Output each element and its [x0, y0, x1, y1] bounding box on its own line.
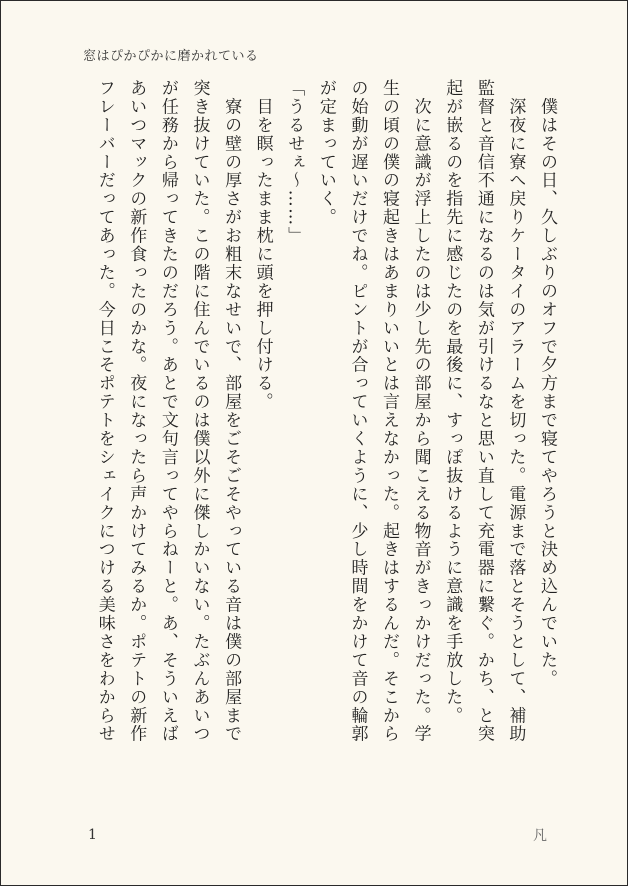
text-line: あいつマックの新作食ったのかな。夜になったら声かけてみるか。ポテトの新作 [126, 79, 147, 744]
text-line: が定まっていく。 [315, 79, 336, 227]
vertical-body-text [72, 79, 562, 799]
text-line: 監督と音信不通になるのは気が引けるなと思い直して充電器に繋ぐ。かち、と突 [473, 79, 494, 744]
running-head: 窓はぴかぴかに磨かれている [83, 49, 259, 64]
text-line: 次に意識が浮上したのは少し先の部屋から聞こえる物音がきっかけだった。学 [410, 79, 431, 744]
text-line: 突き抜けていた。この階に住んでいるのは僕以外に傑しかいない。たぶんあいつ [189, 79, 210, 744]
text-line: 目を瞑ったまま枕に頭を押し付ける。 [252, 79, 273, 412]
text-line: 寮の壁の厚さがお粗末なせいで、部屋をごそごそやっている音は僕の部屋まで [221, 79, 242, 744]
text-line: 僕はその日、久しぶりのオフで夕方まで寝てやろうと決め込んでいた。 [537, 79, 557, 688]
text-line: フレーバーだってあった。今日こそポテトをシェイクにつける美味さをわからせ [94, 79, 115, 744]
text-line: 「うるせぇ～……」 [284, 79, 305, 246]
text-line: 深夜に寮へ戻りケータイのアラームを切った。電源まで落とそうとして、補助 [505, 79, 526, 744]
text-line: 起が嵌るのを指先に感じたのを最後に、すっぽ抜けるように意識を手放した。 [442, 79, 463, 725]
text-line: の始動が遅いだけでね。ピントが合っていくように、少し時間をかけて音の輪郭 [347, 79, 368, 744]
page-number: 1 [88, 827, 97, 843]
author-mark: 凡 [533, 828, 547, 844]
text-line: が任務から帰ってきたのだろう。あとで文句言ってやらねーと。あ、そういえば [157, 79, 178, 744]
text-line: 生の頃の僕の寝起きはあまりいいとは言えなかった。起きはするんだ。そこから [379, 79, 400, 744]
